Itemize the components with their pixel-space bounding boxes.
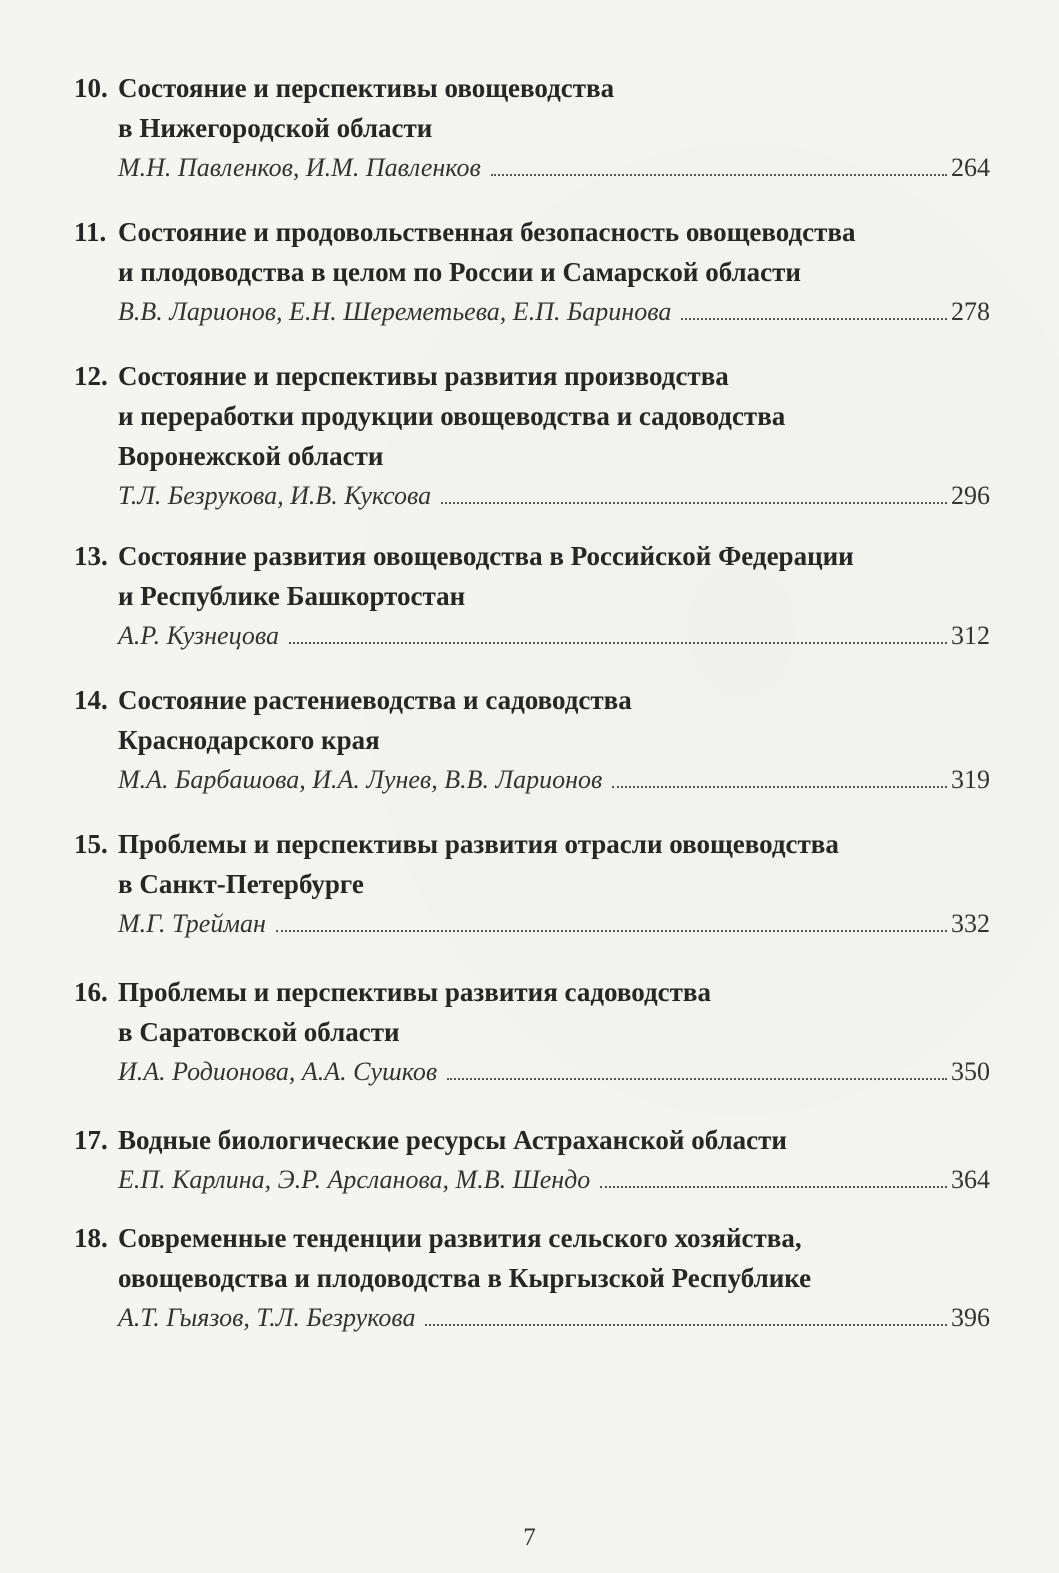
entry-title-line <box>74 356 990 396</box>
entry-title-line <box>74 536 990 576</box>
entry-title-text: Состояние и перспективы овощеводства <box>118 73 615 103</box>
toc-entry[interactable] <box>74 536 990 656</box>
entry-authors: Е.П. Карлина, Э.Р. Арсланова, М.В. Шендо <box>118 1165 591 1194</box>
entry-title-line <box>74 1120 990 1160</box>
entry-title-line <box>74 680 990 720</box>
dot-leader <box>425 1324 947 1326</box>
entry-title-line <box>74 1218 990 1258</box>
entry-authors: М.Г. Трейман <box>118 909 266 938</box>
entry-authors: И.А. Родионова, А.А. Сушков <box>118 1057 438 1086</box>
entry-title-line: в Санкт-Петербурге <box>118 869 364 899</box>
entry-authors: Т.Л. Безрукова, И.В. Куксова <box>118 481 432 510</box>
dot-leader <box>276 930 947 932</box>
page-number: 7 <box>523 1524 536 1551</box>
entry-author-line <box>74 1160 990 1200</box>
dot-leader <box>441 502 947 504</box>
entry-title-line: и Республике Башкортостан <box>118 581 466 611</box>
entry-title-line <box>74 824 990 864</box>
entry-author-line <box>74 476 990 516</box>
entry-author-line <box>74 1298 990 1338</box>
toc-entry[interactable] <box>74 68 990 188</box>
entry-number: 14. <box>74 685 108 715</box>
entry-title-text: Проблемы и перспективы развития отрасли овощеводства <box>118 829 839 859</box>
entry-title-text: Состояние и перспективы развития производства <box>118 361 729 391</box>
entry-authors: А.Р. Кузнецова <box>118 621 280 650</box>
dot-leader <box>491 174 947 176</box>
entry-page-number: 396 <box>951 1303 990 1332</box>
entry-author-line <box>74 616 990 656</box>
dot-leader <box>600 1186 947 1188</box>
entry-author-line <box>74 148 990 188</box>
entry-title-line: овощеводства и плодоводства в Кыргызской Республике <box>118 1263 812 1293</box>
entry-title-text: Состояние растениеводства и садоводства <box>118 685 632 715</box>
entry-title-line <box>74 212 990 252</box>
entry-author-line <box>74 904 990 944</box>
entry-author-line <box>74 292 990 332</box>
entry-title-text: Водные биологические ресурсы Астраханской области <box>118 1125 787 1155</box>
entry-page-number: 278 <box>951 297 990 326</box>
entry-title-line: и плодоводства в целом по России и Самарской области <box>118 257 801 287</box>
toc-entry[interactable] <box>74 824 990 944</box>
entry-title-line: в Саратовской области <box>118 1017 400 1047</box>
entry-number: 15. <box>74 829 108 859</box>
entry-title-text: Проблемы и перспективы развития садоводства <box>118 977 711 1007</box>
toc-entry[interactable] <box>74 680 990 800</box>
entry-author-line <box>74 760 990 800</box>
entry-page-number: 332 <box>951 909 990 938</box>
entry-title-line <box>74 972 990 1012</box>
dot-leader <box>612 786 947 788</box>
dot-leader <box>681 318 947 320</box>
entry-title-text: Современные тенденции развития сельского хозяйства, <box>118 1223 802 1253</box>
entry-page-number: 296 <box>951 481 990 510</box>
entry-title-line: и переработки продукции овощеводства и садоводства <box>118 401 786 431</box>
toc-entry[interactable] <box>74 972 990 1092</box>
entry-authors: В.В. Ларионов, Е.Н. Шереметьева, Е.П. Баринова <box>118 297 672 326</box>
dot-leader <box>447 1078 947 1080</box>
entry-title-line: Воронежской области <box>118 441 384 471</box>
entry-page-number: 319 <box>951 765 990 794</box>
entry-title-text: Состояние и продовольственная безопасность овощеводства <box>118 217 856 247</box>
entry-authors: М.А. Барбашова, И.А. Лунев, В.В. Ларионов <box>118 765 603 794</box>
toc-entry[interactable] <box>74 212 990 332</box>
entry-number: 11. <box>74 217 107 247</box>
entry-number: 18. <box>74 1223 108 1253</box>
toc-entry[interactable] <box>74 356 990 516</box>
entry-title-text: Состояние развития овощеводства в Российской Федерации <box>118 541 854 571</box>
entry-page-number: 364 <box>951 1165 990 1194</box>
entry-authors: М.Н. Павленков, И.М. Павленков <box>118 153 481 182</box>
entry-number: 16. <box>74 977 108 1007</box>
entry-number: 10. <box>74 73 108 103</box>
entry-number: 13. <box>74 541 108 571</box>
entry-page-number: 312 <box>951 621 990 650</box>
entry-title-line: в Нижегородской области <box>118 113 433 143</box>
entry-author-line <box>74 1052 990 1092</box>
entry-title-line <box>74 68 990 108</box>
entry-number: 12. <box>74 361 108 391</box>
entry-authors: А.Т. Гыязов, Т.Л. Безрукова <box>118 1303 416 1332</box>
toc-entry[interactable] <box>74 1218 990 1338</box>
dot-leader <box>289 642 947 644</box>
toc-entry[interactable] <box>74 1120 990 1200</box>
entry-page-number: 264 <box>951 153 990 182</box>
entry-title-line: Краснодарского края <box>118 725 380 755</box>
entry-number: 17. <box>74 1125 108 1155</box>
entry-page-number: 350 <box>951 1057 990 1086</box>
